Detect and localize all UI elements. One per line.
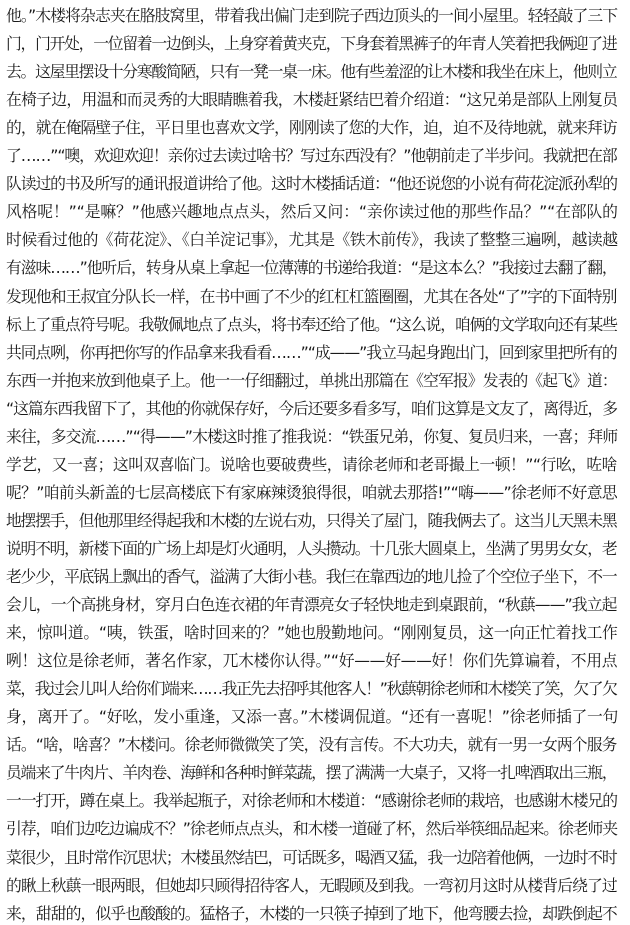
text-line: 的，就在俺隔壁子住，平日里也喜欢文学，刚刚读了您的大作，迫，迫不及待地就，就来拜访 <box>6 118 617 138</box>
text-line: 了……”“噢，欢迎欢迎！亲你过去读过啥书？写过东西没有？”他朝前走了半步问。我就把在部 <box>6 146 617 166</box>
text-line: 呢？”咱前头新盖的七层高楼底下有家麻辣烫狼得很，咱就去那搭!”“嗨——”徐老师不好意思 <box>6 482 617 502</box>
text-line: 菜很少，且时常作沉思状；木楼虽然结巴，可话既多，喝酒又猛，我一边陪着他俩，一边时不时 <box>6 847 617 867</box>
text-line: 的瞅上秋蕻一眼两眼，但她却只顾得招待客人，无暇顾及到我。一弯初月这时从楼背后绕了过 <box>6 875 617 895</box>
text-line: 来，惊叫道。“咦，铁蛋，啥时回来的？”她也殷勤地问。“刚刚复员，这一向正忙着找工作 <box>6 623 618 643</box>
text-line: 会儿，一个高挑身材，穿月白色连衣裙的年青漂亮女子轻快地走到桌跟前，“秋蕻——”我立起 <box>6 595 617 615</box>
text-line: 引荐，咱们边吃边谝成不？”徐老师点点头，和木楼一道碰了杯，然后举筷细品起来。徐老师夹 <box>6 819 617 839</box>
text-line: 时候看过他的《荷花淀》、《白羊淀记事》，尤其是《铁木前传》，我读了整整三遍咧，越读越 <box>6 230 618 250</box>
text-line: 来，甜甜的，似乎也酸酸的。猛格子，木楼的一只筷子掉到了地下，他弯腰去捡，却跌倒起不 <box>6 903 617 923</box>
text-line: 来往，多交流……”“得——”木楼这时推了推我说：“铁蛋兄弟，你复、复员归来，一喜；拜师 <box>6 426 618 446</box>
document-page <box>6 0 624 925</box>
text-line: 员端来了牛肉片、羊肉卷、海鲜和各种时鲜菜蔬，摆了满满一大桌子，又将一扎啤酒取出三瓶， <box>6 763 617 783</box>
text-line: “这篇东西我留下了，其他的你就保存好，今后还要多看多写，咱们这算是文友了，离得近，多 <box>6 398 617 418</box>
text-line: 他。”木楼将杂志夹在胳肢窝里，带着我出偏门走到院子西边顶头的一间小屋里。轻轻敲了三下 <box>6 6 618 25</box>
text-line: 身，离开了。“好吆，发小重逢，又添一喜。”木楼调侃道。“还有一喜呢！”徐老师插了一句 <box>6 707 618 727</box>
text-line: 咧！这位是徐老师，著名作家，兀木楼你认得。”“好——好——好！你们先算谝着，不用点 <box>6 651 618 671</box>
text-line: 一一打开，蹲在桌上。我举起瓶子，对徐老师和木楼道：“感谢徐老师的栽培，也感谢木楼兄的 <box>6 791 617 811</box>
text-line: 门，门开处，一位留着一边倒头，上身穿着黄夹克，下身套着黑裤子的年青人笑着把我俩迎了进 <box>6 34 617 54</box>
text-line: 话。“啥，啥喜？”木楼问。徐老师微微笑了笑，没有言传。不大功夫，就有一男一女两个服务 <box>6 735 617 755</box>
text-line: 队读过的书及所写的通讯报道讲给了他。这时木楼插话道：“他还说您的小说有荷花淀派孙犁的 <box>6 174 617 194</box>
text-line: 有滋味……”他听后，转身从桌上拿起一位薄薄的书递给我道：“是这本么？”我接过去翻了翻， <box>6 258 617 278</box>
text-line: 风格呢！”“是嘛？”他感兴趣地点点头，然后又问：“亲你读过他的那些作品？”“在部队的 <box>6 202 618 222</box>
text-line: 说明不明，新楼下面的广场上却是灯火通明，人头攒动。十几张大圆桌上，坐满了男男女女，老 <box>6 538 617 558</box>
text-line: 老少少，平底锅上飘出的香气，溢满了大街小巷。我仨在靠西边的地儿捡了个空位子坐下，不一 <box>6 567 617 586</box>
text-line: 去。这屋里摆设十分寒酸简陋，只有一凳一桌一床。他有些羞涩的让木楼和我坐在床上，他则立 <box>6 62 617 82</box>
text-line: 发现他和王叔宜分队长一样，在书中画了不少的红杠杠篮圈圈，尤其在各处“了”字的下面特别 <box>6 286 617 306</box>
text-line: 东西一并抱来放到他桌子上。他一一仔细翻过，单挑出那篇在《空军报》发表的《起飞》道： <box>6 370 617 390</box>
text-line: 学艺，又一喜；这叫双喜临门。说啥也要破费些，请徐老师和老哥撮上一顿！”“行吆，咗啥 <box>6 454 617 474</box>
text-line: 地摆摆手，但他那里经得起我和木楼的左说右劝，只得关了屋门，随我俩去了。这当儿天黑未黑 <box>6 510 617 530</box>
text-line: 在椅子边，用温和而灵秀的大眼睛瞧着我，木楼赶紧结巴着介绍道：“这兄弟是部队上刚复员 <box>6 90 618 110</box>
text-line: 共同点咧，你再把你写的作品拿来我看看……”“成——”我立马起身跑出门，回到家里把所有的 <box>6 342 617 362</box>
text-line: 菜，我过会儿叫人给你们端来……我正先去招呼其他客人！”秋蕻朝徐老师和木楼笑了笑，欠了欠 <box>6 679 617 699</box>
text-line: 标上了重点符号呢。我敬佩地点了点头，将书奉还给了他。“这么说，咱俩的文学取向还有某些 <box>6 314 617 334</box>
